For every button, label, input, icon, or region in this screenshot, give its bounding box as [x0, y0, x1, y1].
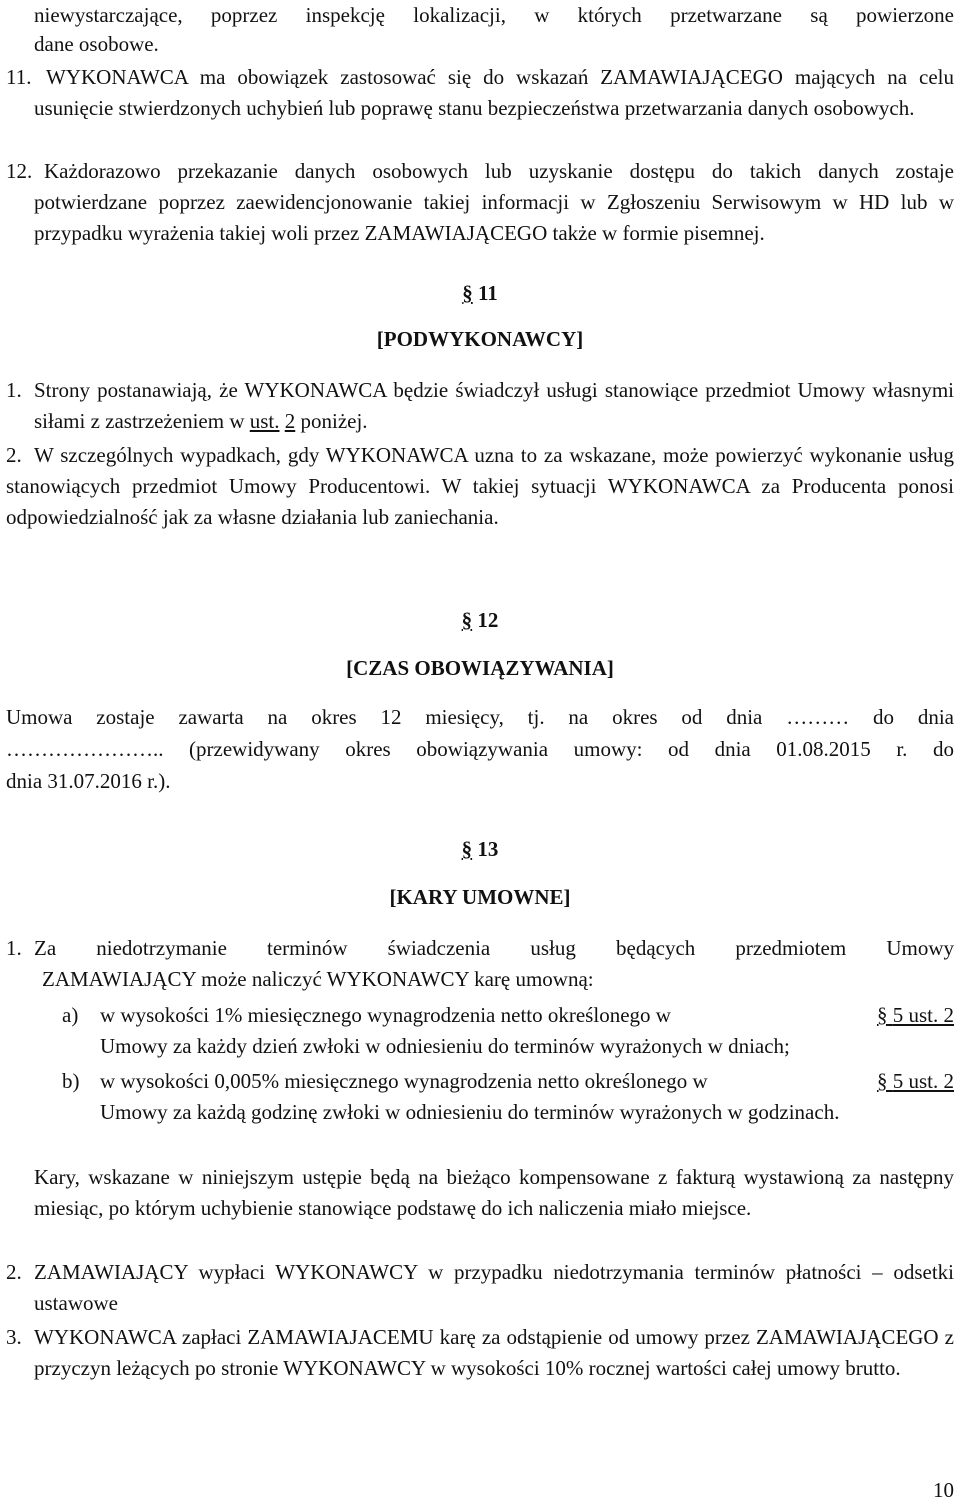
s13-point-1-line-1: Za niedotrzymanie terminów świadczenia usług będących przedmiotem Umowy	[34, 936, 954, 960]
s13-item-b-ref	[877, 1066, 954, 1097]
page-number: 10	[933, 1478, 954, 1502]
s13-point-1-number: 1.	[6, 936, 22, 960]
section-11-title: [PODWYKONAWCY]	[376, 327, 584, 351]
s13-item-a-line-1	[100, 1000, 954, 1031]
item-12-number: 12.	[6, 159, 33, 183]
s13-item-b-line-1	[100, 1066, 954, 1097]
s12-line-3: dnia 31.07.2016 r.).	[6, 769, 171, 793]
s13-point-3-number: 3.	[6, 1325, 22, 1349]
s11-ref-ust: ust.	[249, 409, 280, 433]
s11-point-2-number: 2.	[6, 443, 22, 467]
s12-line-1: Umowa zostaje zawarta na okres 12 miesięcy, tj. na okres od dnia ……… do dnia	[6, 705, 954, 729]
s13-item-a-ref-text: 5 ust. 2	[892, 1003, 954, 1027]
section-11-number	[0, 278, 960, 309]
item-11-text: WYKONAWCA ma obowiązek zastosować się do wskazań ZAMAWIAJĄCEGO mających na celu usunięcie stwierdzonych uchybień lub poprawę stanu bezpieczeństwa przetwarzania danych osobowych.	[34, 65, 954, 120]
continuation-line-1: niewystarczające, poprzez inspekcję lokalizacji, w których przetwarzane są powierzone	[34, 3, 954, 27]
s11-point-1-number: 1.	[6, 378, 22, 402]
s11-point-1-text	[34, 375, 954, 437]
s13-point-3-text: WYKONAWCA zapłaci ZAMAWIAJACEMU karę za odstąpienie od umowy przez ZAMAWIAJĄCEGO z przyczyn leżących po stronie WYKONAWCY w wysokości 10% rocznej wartości całej umowy brutto.	[34, 1325, 954, 1380]
s11-point-1-end: poniżej.	[300, 409, 368, 433]
s13-item-b-label: b)	[62, 1069, 80, 1093]
s13-item-b-text: w wysokości 0,005% miesięcznego wynagrodzenia netto określonego w	[100, 1069, 708, 1093]
section-13-title: [KARY UMOWNE]	[389, 885, 571, 909]
section-13-sign: §	[461, 837, 473, 861]
s13-item-b-ref-text: 5 ust. 2	[892, 1069, 954, 1093]
section-12-num: 12	[477, 608, 499, 632]
s11-ref-2: 2	[284, 409, 296, 433]
section-12-title: [CZAS OBOWIĄZYWANIA]	[346, 656, 614, 680]
s12-line-2: ………………….. (przewidywany okres obowiązywania umowy: od dnia 01.08.2015 r. do	[6, 737, 954, 761]
s13-item-a-label: a)	[62, 1003, 79, 1027]
s13-point-2-text: ZAMAWIAJĄCY wypłaci WYKONAWCY w przypadku niedotrzymania terminów płatności – odsetki ustawowe	[34, 1260, 954, 1315]
s13-item-a-ref-sign: §	[876, 1003, 888, 1027]
section-11-sign: §	[462, 281, 473, 305]
section-11-num: 11	[477, 281, 498, 305]
s11-point-2-text: W szczególnych wypadkach, gdy WYKONAWCA uzna to za wskazane, może powierzyć wykonanie usług stanowiących przedmiot Umowy Producentowi. W takiej sytuacji WYKONAWCA za Producenta ponosi odpowiedzialność jak za własne działania lub zaniechania.	[6, 443, 954, 529]
s13-item-a-line-2: Umowy za każdy dzień zwłoki w odniesieniu do terminów wyrażonych w dniach;	[100, 1034, 790, 1058]
item-11-number: 11.	[6, 65, 32, 89]
continuation-line-2: dane osobowe.	[34, 32, 159, 56]
s13-item-a-ref	[877, 1000, 954, 1031]
s13-item-b-ref-sign: §	[876, 1069, 888, 1093]
section-13-num: 13	[477, 837, 499, 861]
s13-kary-paragraph: Kary, wskazane w niniejszym ustępie będą na bieżąco kompensowane z fakturą wystawioną za następny miesiąc, po którym uchybienie stanowiące podstawę do ich naliczenia miało miejsce.	[34, 1165, 954, 1220]
section-13-number	[0, 834, 960, 865]
s11-point-1-body: Strony postanawiają, że WYKONAWCA będzie świadczył usługi stanowiące przedmiot Umowy własnymi siłami z zastrzeżeniem w	[34, 378, 954, 433]
section-12-sign: §	[461, 608, 473, 632]
item-12-text: Każdorazowo przekazanie danych osobowych lub uzyskanie dostępu do takich danych zostaje potwierdzane poprzez zaewidencjonowanie takiej informacji w Zgłoszeniu Serwisowym w HD lub w przypadku wyrażenia takiej woli przez ZAMAWIAJĄCEGO także w formie pisemnej.	[34, 159, 954, 245]
s13-point-1-line-2: ZAMAWIAJĄCY może naliczyć WYKONAWCY karę umowną:	[42, 967, 594, 991]
s13-item-b-line-2: Umowy za każdą godzinę zwłoki w odniesieniu do terminów wyrażonych w godzinach.	[100, 1100, 840, 1124]
section-12-number	[0, 605, 960, 636]
s13-item-a-text: w wysokości 1% miesięcznego wynagrodzenia netto określonego w	[100, 1003, 671, 1027]
s13-point-2-number: 2.	[6, 1260, 22, 1284]
